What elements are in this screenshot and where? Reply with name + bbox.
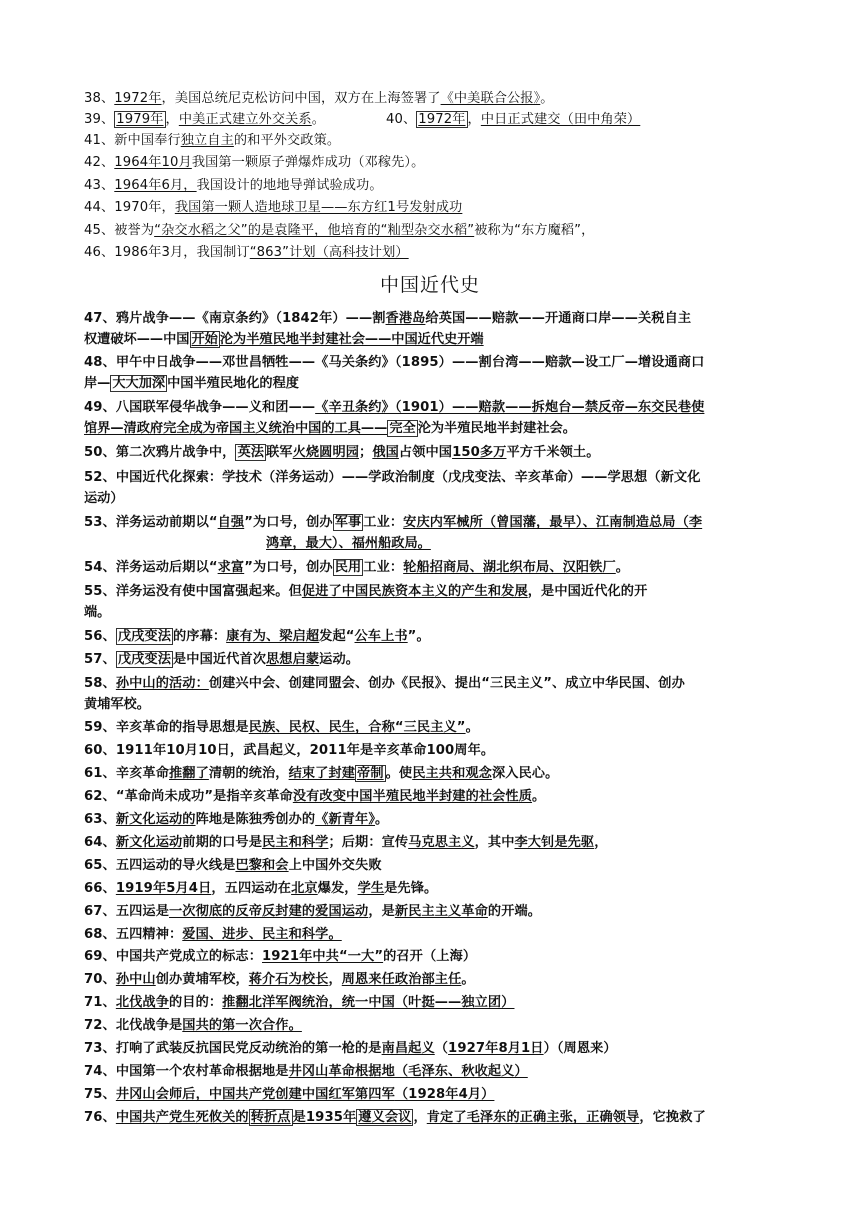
item-60: 60、1911年10月10日，武昌起义，2011年是辛亥革命100周年。: [84, 743, 495, 758]
item-42: 42、1964年10月我国第一颗原子弹爆炸成功（邓稼先）。: [84, 155, 425, 170]
item-49: 49、八国联军侵华战争——义和团——《辛丑条约》（1901）——赔款——拆炮台—禁反帝—东交民巷使: [84, 400, 705, 415]
item-64: 64、新文化运动前期的口号是民主和科学；后期：宣传马克思主义，其中李大钊是先驱，: [84, 835, 608, 850]
item-62: 62、“革命尚未成功”是指辛亥革命没有改变中国半殖民地半封建的社会性质。: [84, 789, 546, 804]
item-70: 70、孙中山创办黄埔军校，蒋介石为校长，周恩来任政治部主任。: [84, 972, 475, 987]
item-58: 58、孙中山的活动：创建兴中会、创建同盟会、创办《民报》、提出“三民主义”、成立中华民国、创办: [84, 676, 685, 691]
item-75: 75、井冈山会师后，中国共产党创建中国红军第四军（1928年4月）: [84, 1087, 495, 1102]
item-55-cont: 端。: [84, 605, 111, 620]
item-69: 69、中国共产党成立的标志：1921年中共“一大”的召开（上海）: [84, 949, 477, 964]
item-40: 40、 1972年 ，中日正式建交（田中角荣）: [386, 112, 641, 127]
item-45: 45、被誉为“杂交水稻之父”的是袁隆平，他培育的“籼型杂交水稻”被称为“东方魔稻”，: [84, 223, 595, 238]
item-67: 67、五四运是一次彻底的反帝反封建的爱国运动，是新民主主义革命的开端。: [84, 904, 542, 919]
item-61: 61、辛亥革命推翻了清朝的统治，结束了封建 帝制 。使民主共和观念深入民心。: [84, 766, 559, 781]
item-71: 71、北伐战争的目的：推翻北洋军阀统治，统一中国（叶挺——独立团）: [84, 995, 515, 1010]
item-76: 76、中国共产党生死攸关的 转折点 是1935年 遵义会议 ，肯定了毛泽东的正确主张，正确领导，它挽救了: [84, 1110, 706, 1125]
item-46: 46、1986年3月，我国制订“863”计划（高科技计划）: [84, 245, 409, 260]
item-47: 47、鸦片战争——《南京条约》（1842年）——割香港岛给英国——赔款——开通商口岸——关税自主: [84, 311, 692, 326]
section-title: 中国近代史: [379, 274, 480, 296]
item-44: 44、1970年，我国第一颗人造地球卫星——东方红1号发射成功: [84, 200, 463, 215]
item-38: 38、1972年，美国总统尼克松访问中国，双方在上海签署了《中美联合公报》。: [84, 91, 554, 106]
item-66: 66、1919年5月4日，五四运动在北京爆发，学生是先锋。: [84, 881, 438, 896]
item-73: 73、打响了武装反抗国民党反动统治的第一枪的是南昌起义（1927年8月1日）（周恩来）: [84, 1041, 617, 1056]
item-53: 53、洋务运动前期以“自强”为口号，创办 军事 工业：安庆内军械所（曾国藩，最早）、江南制造总局（李: [84, 515, 703, 530]
item-43: 43、1964年6月，我国设计的地地导弹试验成功。: [84, 178, 383, 193]
item-68: 68、五四精神：爱国、进步、民主和科学。: [84, 927, 342, 942]
item-39: 39、 1979年 ，中美正式建立外交关系。: [84, 112, 325, 127]
item-58-cont: 黄埔军校。: [84, 697, 150, 712]
item-72: 72、北伐战争是国共的第一次合作。: [84, 1018, 302, 1033]
item-74: 74、中国第一个农村革命根据地是井冈山革命根据地（毛泽东、秋收起义）: [84, 1064, 528, 1079]
item-48-cont: 岸— 大大加深 中国半殖民地化的程度: [84, 376, 299, 391]
item-53-cont: 鸿章，最大）、福州船政局。: [266, 536, 431, 551]
item-65: 65、五四运动的导火线是巴黎和会上中国外交失败: [84, 858, 382, 873]
item-57: 57、 戊戌变法 是中国近代首次思想启蒙运动。: [84, 652, 360, 667]
item-41: 41、新中国奉行独立自主的和平外交政策。: [84, 133, 341, 148]
item-59: 59、辛亥革命的指导思想是民族、民权、民生，合称“三民主义”。: [84, 720, 479, 735]
item-48: 48、甲午中日战争——邓世昌牺牲——《马关条约》（1895）——割台湾——赔款—设工厂—增设通商口: [84, 355, 705, 370]
item-63: 63、新文化运动的阵地是陈独秀创办的《新青年》。: [84, 812, 389, 827]
item-52-cont: 运动）: [84, 491, 124, 506]
item-56: 56、 戊戌变法 的序幕：康有为、梁启超发起“公车上书”。: [84, 629, 430, 644]
item-55: 55、洋务运没有使中国富强起来。但促进了中国民族资本主义的产生和发展，是中国近代化的开: [84, 584, 648, 599]
item-49-cont: 馆界—清政府完全成为帝国主义统治中国的工具—— 完全 沦为半殖民地半封建社会。: [84, 421, 576, 436]
item-50: 50、第二次鸦片战争中， 英法 联军火烧圆明园；俄国占领中国150多万平方千米领土。: [84, 445, 600, 460]
item-47-cont: 权遭破坏——中国 开始 沦为半殖民地半封建社会——中国近代史开端: [84, 332, 484, 347]
item-52: 52、中国近代化探索：学技术（洋务运动）——学政治制度（戊戌变法、辛亥革命）——学思想（新文化: [84, 470, 701, 485]
item-54: 54、洋务运动后期以“求富”为口号，创办 民用 工业：轮船招商局、湖北织布局、汉阳铁厂。: [84, 560, 630, 575]
